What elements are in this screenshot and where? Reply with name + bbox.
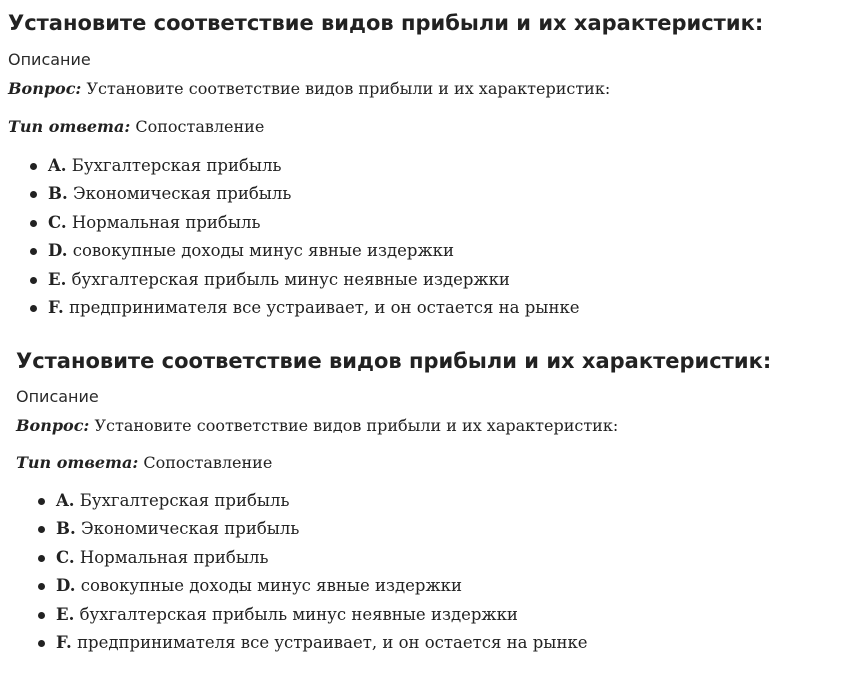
bullet-icon [38,583,45,590]
item-text: Бухгалтерская прибыль [71,156,282,175]
item-letter: E. [48,269,67,289]
list-item [30,212,580,240]
bullet-icon [30,248,37,255]
question-line [16,416,618,436]
answer-type-value: Сопоставление [143,453,273,472]
description-heading: Описание [8,50,91,69]
item-text: совокупные доходы минус явные издержки [80,576,462,596]
item-text: Экономическая прибыль [72,184,292,204]
list-item [38,518,588,546]
bullet-icon [30,277,37,284]
match-items-list [30,155,580,325]
bullet-icon [38,498,45,505]
item-text: совокупные доходы минус явные издержки [72,241,454,261]
item-letter: A. [56,491,75,510]
bullet-icon [38,555,45,562]
bullet-icon [30,163,37,170]
question-label: Вопрос: [16,416,90,435]
item-letter: D. [48,241,68,261]
bullet-icon [30,220,37,227]
list-item [30,183,580,211]
answer-type-label: Тип ответа: [8,117,131,136]
answer-type-line [16,453,272,473]
list-item [38,604,588,632]
bullet-icon [30,305,37,312]
answer-type-line [8,117,264,137]
item-letter: B. [56,519,76,539]
bullet-icon [38,526,45,533]
item-text: Экономическая прибыль [80,519,300,539]
item-letter: B. [48,184,68,204]
page-title: Установите соответствие видов прибыли и их характеристик: [16,349,772,373]
description-heading: Описание [16,387,99,406]
item-text: предпринимателя все устраивает, и он остается на рынке [77,632,588,652]
list-item [38,547,588,575]
bullet-icon [30,191,37,198]
item-letter: C. [56,547,75,567]
item-letter: A. [48,156,67,175]
question-label: Вопрос: [8,79,82,98]
question-text: Установите соответствие видов прибыли и их характеристик: [94,416,619,435]
list-item [30,269,580,297]
item-text: бухгалтерская прибыль минус неявные издержки [79,604,518,624]
list-item [38,490,588,518]
item-letter: F. [56,632,72,652]
list-item [38,575,588,603]
item-letter: F. [48,297,64,317]
question-line [8,79,610,99]
item-letter: E. [56,604,75,624]
page-title: Установите соответствие видов прибыли и их характеристик: [8,11,764,35]
list-item [30,240,580,268]
answer-type-label: Тип ответа: [16,453,139,472]
answer-type-value: Сопоставление [135,117,265,136]
item-text: Бухгалтерская прибыль [79,491,290,510]
list-item [30,297,580,325]
question-text: Установите соответствие видов прибыли и их характеристик: [86,79,611,98]
item-letter: D. [56,576,76,596]
item-text: бухгалтерская прибыль минус неявные издержки [71,269,510,289]
match-items-list [38,490,588,660]
item-text: Нормальная прибыль [71,212,261,232]
list-item [38,632,588,660]
list-item [30,155,580,183]
bullet-icon [38,612,45,619]
item-text: Нормальная прибыль [79,547,269,567]
item-letter: C. [48,212,67,232]
item-text: предпринимателя все устраивает, и он остается на рынке [69,297,580,317]
bullet-icon [38,640,45,647]
